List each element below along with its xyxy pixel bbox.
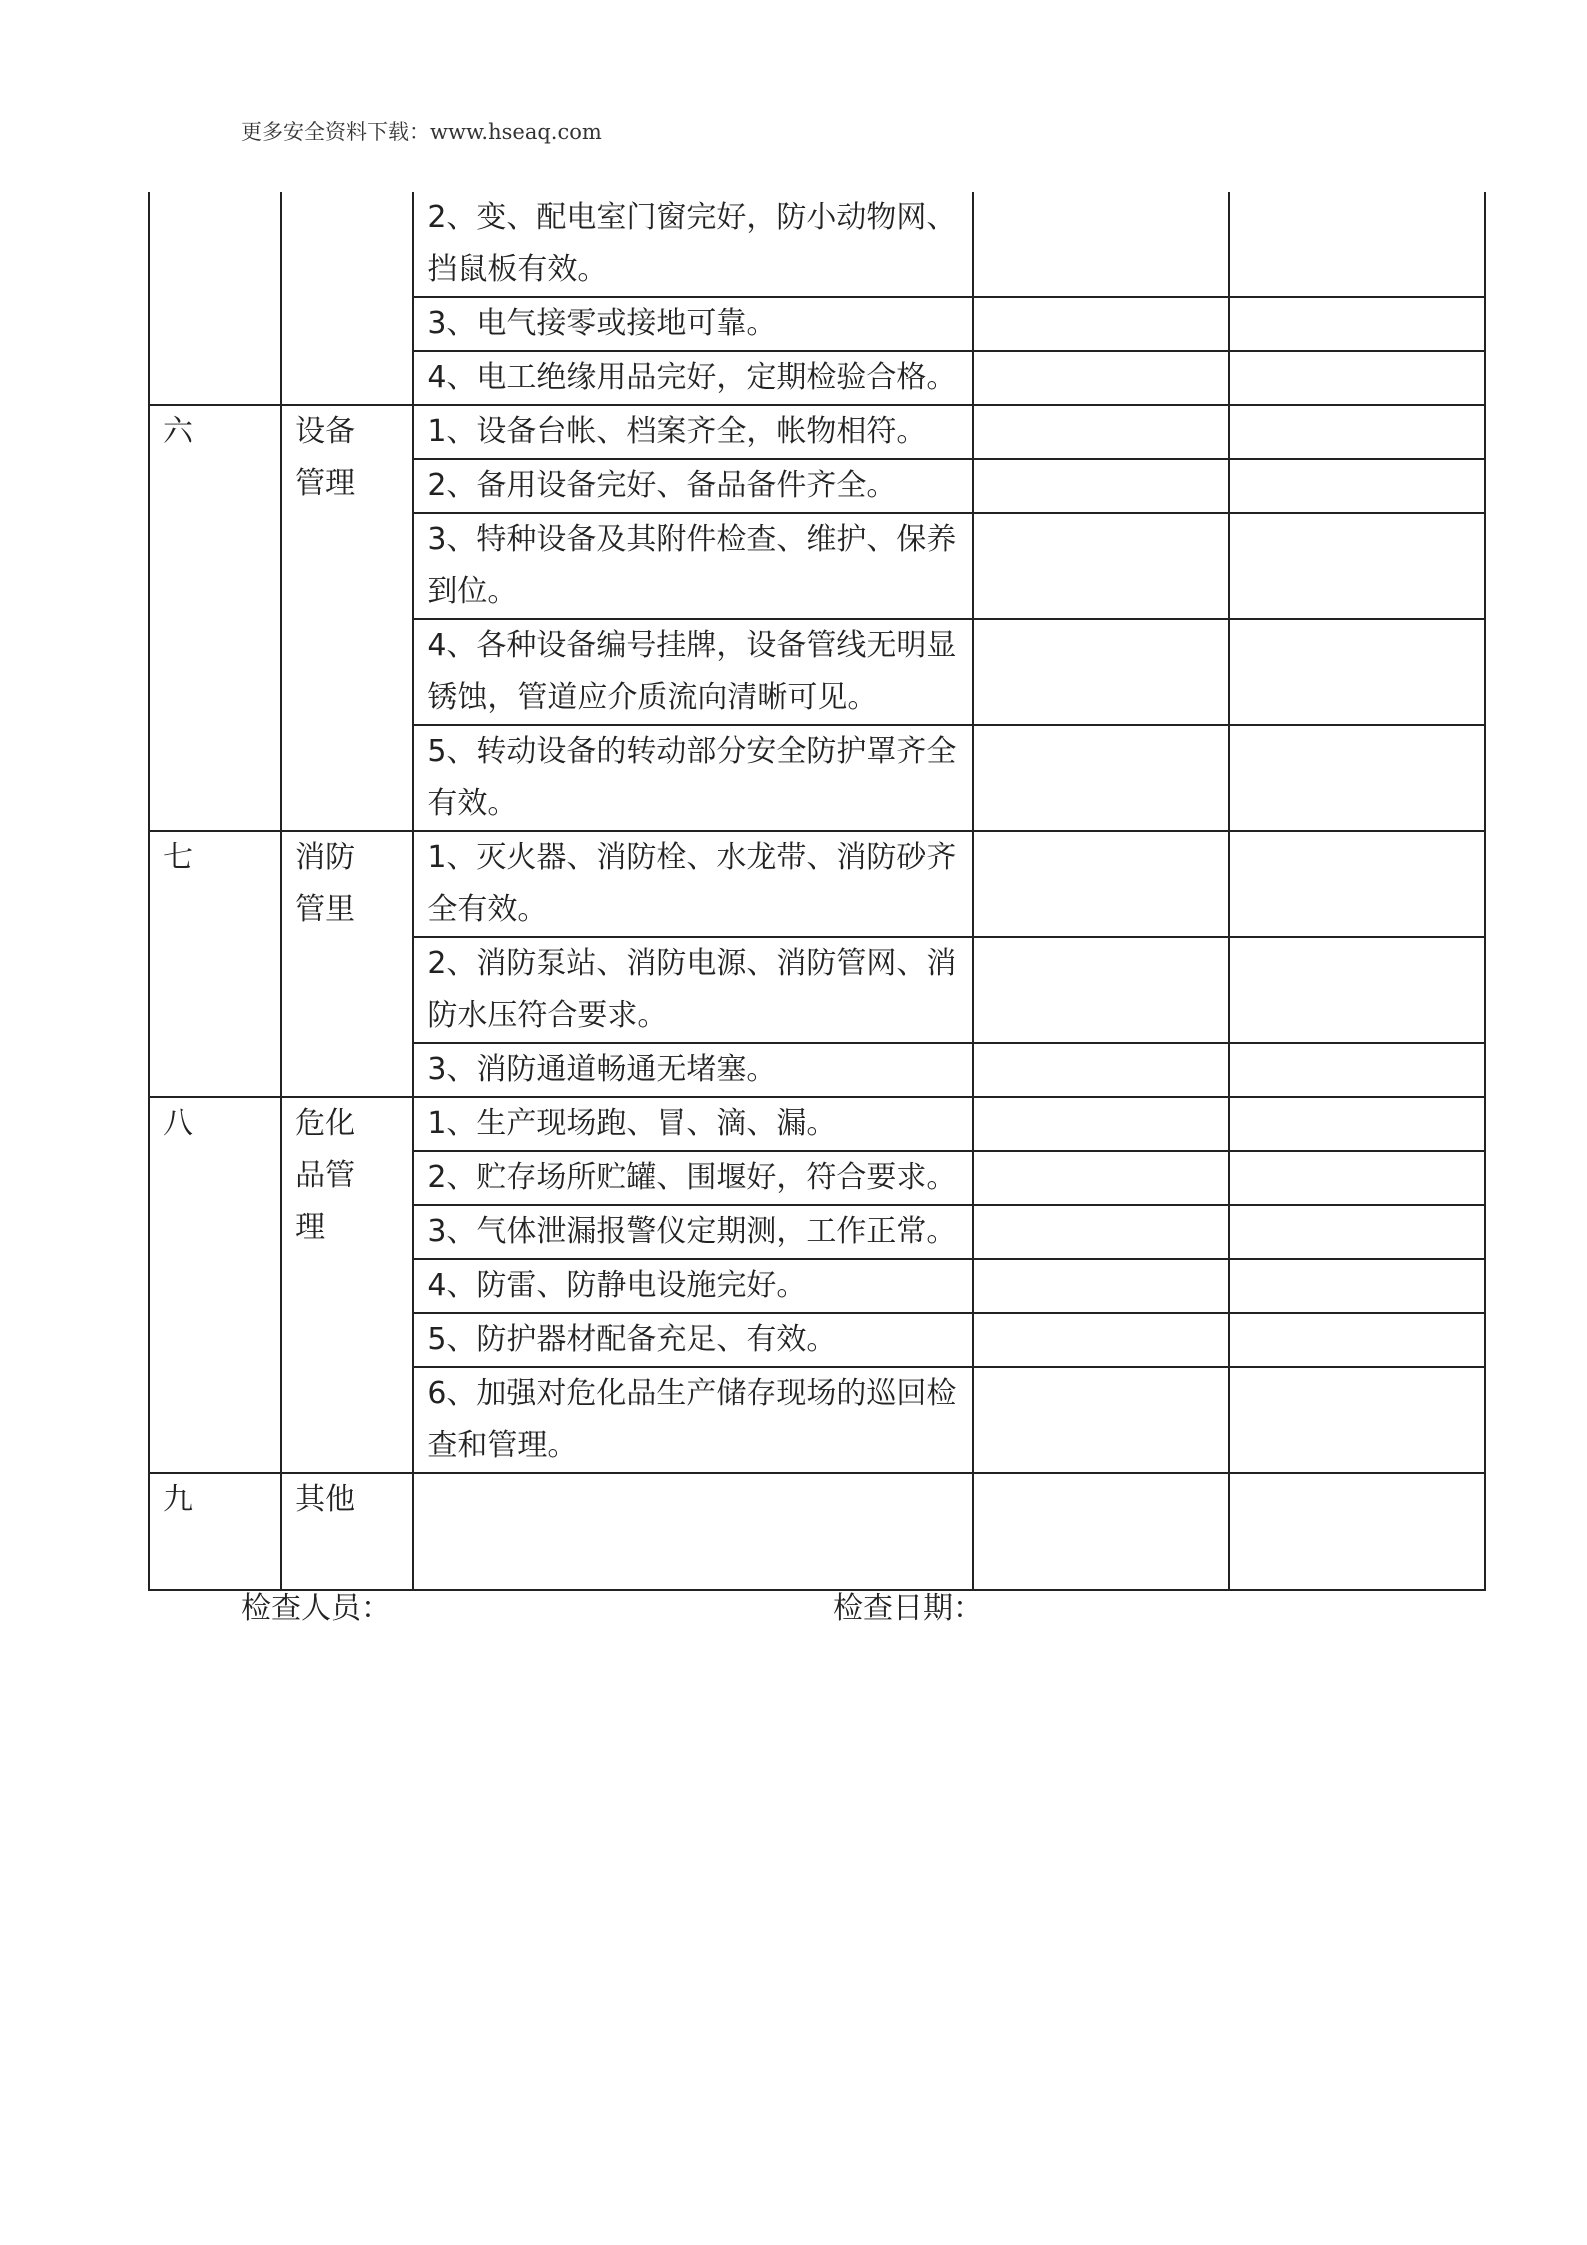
category-line: 管里	[295, 892, 356, 927]
result-cell[interactable]	[973, 1367, 1228, 1473]
remark-cell[interactable]	[1229, 937, 1485, 1043]
result-cell[interactable]	[973, 1097, 1228, 1151]
result-cell[interactable]	[973, 725, 1228, 831]
check-item: 4、各种设备编号挂牌，设备管线无明显锈蚀，管道应介质流向清晰可见。	[413, 619, 973, 725]
result-cell[interactable]	[973, 459, 1228, 513]
result-cell[interactable]	[973, 1151, 1228, 1205]
remark-cell[interactable]	[1229, 831, 1485, 937]
check-item: 2、备用设备完好、备品备件齐全。	[413, 459, 973, 513]
check-item: 3、消防通道畅通无堵塞。	[413, 1043, 973, 1097]
check-item: 3、气体泄漏报警仪定期测，工作正常。	[413, 1205, 973, 1259]
remark-cell[interactable]	[1229, 1205, 1485, 1259]
check-item: 1、灭火器、消防栓、水龙带、消防砂齐全有效。	[413, 831, 973, 937]
result-cell[interactable]	[973, 619, 1228, 725]
category-line: 其他	[295, 1482, 356, 1517]
header-label: 更多安全资料下载：	[241, 120, 430, 144]
section-category	[281, 405, 413, 831]
remark-cell[interactable]	[1229, 192, 1485, 297]
inspector-label: 检查人员：	[241, 1591, 391, 1626]
remark-cell[interactable]	[1229, 405, 1485, 459]
remark-cell[interactable]	[1229, 725, 1485, 831]
inspection-table-body	[149, 192, 1485, 1590]
check-item: 2、消防泵站、消防电源、消防管网、消防水压符合要求。	[413, 937, 973, 1043]
inspection-table	[148, 192, 1486, 1591]
check-item: 5、防护器材配备充足、有效。	[413, 1313, 973, 1367]
category-line: 管理	[295, 466, 356, 501]
remark-cell[interactable]	[1229, 1313, 1485, 1367]
check-item: 2、贮存场所贮罐、围堰好，符合要求。	[413, 1151, 973, 1205]
remark-cell[interactable]	[1229, 1259, 1485, 1313]
result-cell[interactable]	[973, 192, 1228, 297]
check-item: 1、生产现场跑、冒、滴、漏。	[413, 1097, 973, 1151]
remark-cell[interactable]	[1229, 351, 1485, 405]
table-row	[149, 1473, 1485, 1590]
section-number	[149, 192, 281, 405]
category-line: 品管	[295, 1158, 356, 1193]
header-url: www.hseaq.com	[430, 120, 602, 144]
remark-cell[interactable]	[1229, 297, 1485, 351]
result-cell[interactable]	[973, 405, 1228, 459]
result-cell[interactable]	[973, 297, 1228, 351]
result-cell[interactable]	[973, 1473, 1228, 1590]
category-line: 理	[295, 1210, 326, 1245]
check-item: 6、加强对危化品生产储存现场的巡回检查和管理。	[413, 1367, 973, 1473]
section-number: 六	[149, 405, 281, 831]
section-number: 八	[149, 1097, 281, 1473]
remark-cell[interactable]	[1229, 1043, 1485, 1097]
check-item: 5、转动设备的转动部分安全防护罩齐全有效。	[413, 725, 973, 831]
section-category	[281, 831, 413, 1097]
page-header	[241, 116, 602, 146]
remark-cell[interactable]	[1229, 1367, 1485, 1473]
check-item: 3、特种设备及其附件检查、维护、保养到位。	[413, 513, 973, 619]
check-item: 4、防雷、防静电设施完好。	[413, 1259, 973, 1313]
result-cell[interactable]	[973, 1205, 1228, 1259]
remark-cell[interactable]	[1229, 1097, 1485, 1151]
section-category	[281, 192, 413, 405]
check-item: 3、电气接零或接地可靠。	[413, 297, 973, 351]
section-number: 九	[149, 1473, 281, 1590]
category-line: 设备	[295, 414, 356, 449]
section-category	[281, 1097, 413, 1473]
remark-cell[interactable]	[1229, 513, 1485, 619]
check-item: 1、设备台帐、档案齐全，帐物相符。	[413, 405, 973, 459]
result-cell[interactable]	[973, 1259, 1228, 1313]
remark-cell[interactable]	[1229, 619, 1485, 725]
result-cell[interactable]	[973, 831, 1228, 937]
category-line: 消防	[295, 840, 356, 875]
remark-cell[interactable]	[1229, 1151, 1485, 1205]
result-cell[interactable]	[973, 351, 1228, 405]
result-cell[interactable]	[973, 1313, 1228, 1367]
table-row	[149, 192, 1485, 297]
check-item: 4、电工绝缘用品完好，定期检验合格。	[413, 351, 973, 405]
result-cell[interactable]	[973, 1043, 1228, 1097]
result-cell[interactable]	[973, 513, 1228, 619]
check-item: 2、变、配电室门窗完好，防小动物网、挡鼠板有效。	[413, 192, 973, 297]
table-row	[149, 405, 1485, 459]
table-row	[149, 1097, 1485, 1151]
remark-cell[interactable]	[1229, 1473, 1485, 1590]
check-item	[413, 1473, 973, 1590]
date-label: 检查日期：	[833, 1591, 983, 1626]
table-row	[149, 831, 1485, 937]
section-category	[281, 1473, 413, 1590]
result-cell[interactable]	[973, 937, 1228, 1043]
category-line: 危化	[295, 1106, 356, 1141]
section-number: 七	[149, 831, 281, 1097]
remark-cell[interactable]	[1229, 459, 1485, 513]
